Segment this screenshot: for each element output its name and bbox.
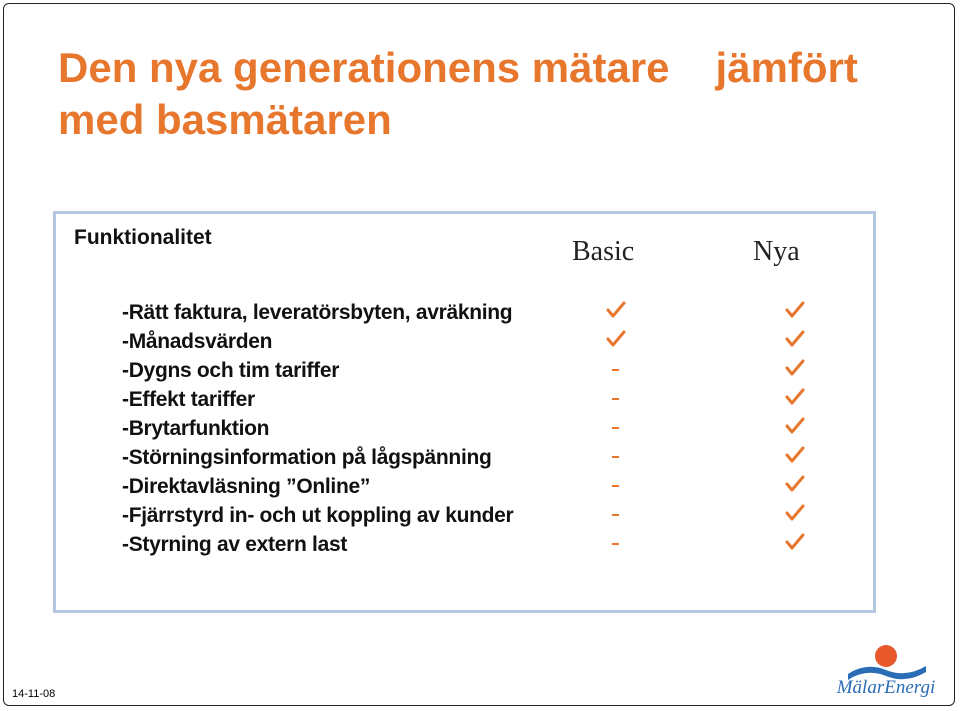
check-icon [783,533,807,557]
check-icon [783,504,807,528]
dash-icon [612,514,619,516]
table-row [122,388,822,417]
table-row [122,533,822,562]
check-icon [783,301,807,325]
check-icon [604,330,628,354]
check-icon [783,475,807,499]
row-label: -Fjärrstyrd in- och ut koppling av kunder [122,504,514,527]
column-nya-header: Nya [753,236,800,267]
dash-icon [612,398,619,400]
check-icon [783,417,807,441]
table-header: Funktionalitet [74,226,212,249]
check-icon [604,301,628,325]
row-label: -Styrning av extern last [122,533,348,556]
row-label: -Störningsinformation på lågspänning [122,446,492,469]
title-line2: med basmätaren [58,96,392,143]
row-label: -Dygns och tim tariffer [122,359,340,382]
malarenergi-logo [826,644,946,702]
table-row [122,417,822,446]
slide-date: 14-11-08 [12,688,56,700]
table-row [122,301,822,330]
dash-icon [612,485,619,487]
comparison-table [53,211,876,613]
table-row [122,359,822,388]
slide-title [58,42,858,146]
dash-icon [612,543,619,545]
dash-icon [612,456,619,458]
row-label: -Månadsvärden [122,330,273,353]
table-row [122,504,822,533]
title-line1-b: jämfört [715,44,858,91]
dash-icon [612,427,619,429]
row-label: -Direktavläsning ”Online” [122,475,371,498]
row-label: -Brytarfunktion [122,417,270,440]
column-basic-header: Basic [572,236,635,267]
table-row [122,446,822,475]
check-icon [783,388,807,412]
check-icon [783,359,807,383]
row-label: -Effekt tariffer [122,388,255,411]
row-label: -Rätt faktura, leveratörsbyten, avräkning [122,301,513,324]
check-icon [783,330,807,354]
table-row [122,475,822,504]
dash-icon [612,369,619,371]
check-icon [783,446,807,470]
table-row [122,330,822,359]
logo-text: MälarEnergi [836,677,936,698]
title-line1-a: Den nya generationens mätare [58,44,670,91]
